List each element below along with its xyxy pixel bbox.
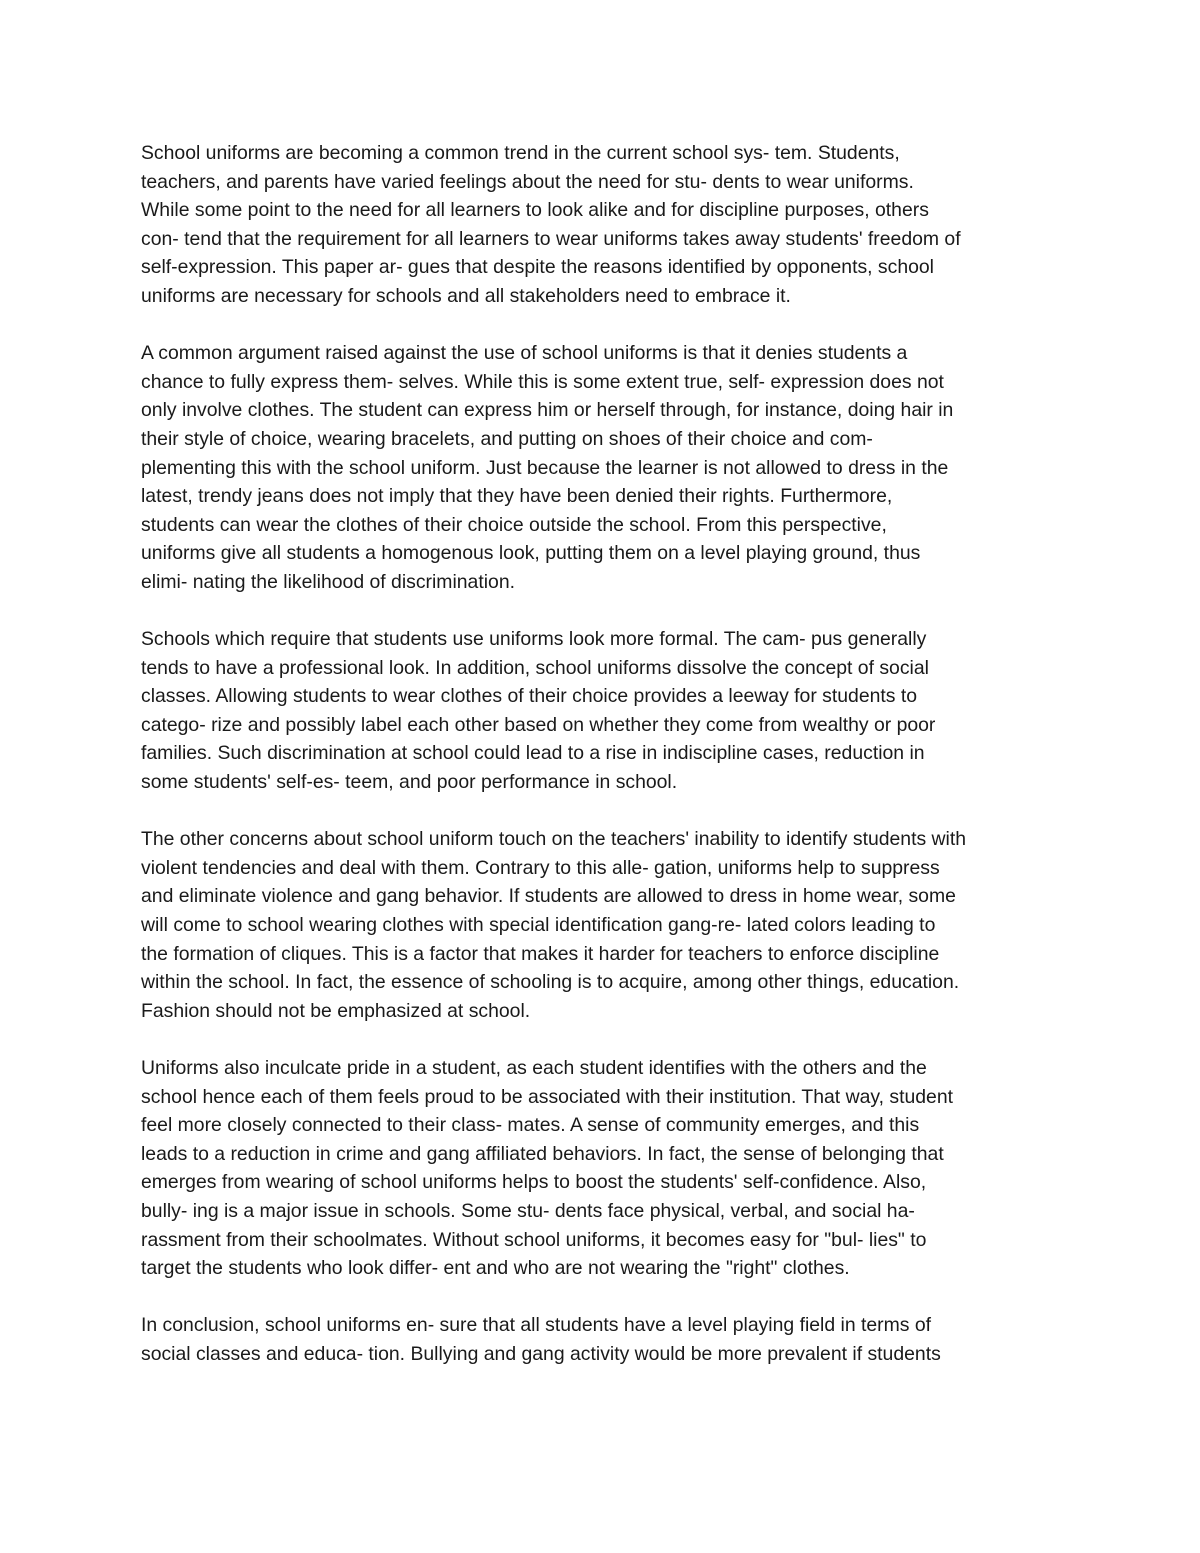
text-line: A common argument raised against the use of school uniforms is that it denies students a xyxy=(141,342,908,365)
text-line: Fashion should not be emphasized at school. xyxy=(141,999,531,1022)
paragraph-introduction xyxy=(141,139,1076,311)
text-line: con- tend that the requirement for all learners to wear uniforms takes away students' freedom of xyxy=(141,227,961,250)
paragraph-violence xyxy=(141,825,1076,1025)
text-line: only involve clothes. The student can express him or herself through, for instance, doing hair in xyxy=(141,399,954,422)
text-line: In conclusion, school uniforms en- sure that all students have a level playing field in terms of xyxy=(141,1314,932,1337)
paragraph-formal-look xyxy=(141,625,1076,797)
text-line: within the school. In fact, the essence of schooling is to acquire, among other things, education. xyxy=(141,971,960,994)
paragraph-pride xyxy=(141,1054,1076,1283)
text-line: teachers, and parents have varied feelings about the need for stu- dents to wear uniforms. xyxy=(141,170,914,193)
text-line: The other concerns about school uniform touch on the teachers' inability to identify students with xyxy=(141,828,967,851)
text-line: bully- ing is a major issue in schools. Some stu- dents face physical, verbal, and social ha- xyxy=(141,1199,915,1222)
text-line: violent tendencies and deal with them. Contrary to this alle- gation, uniforms help to suppress xyxy=(141,856,940,879)
text-line: uniforms give all students a homogenous look, putting them on a level playing ground, thus xyxy=(141,542,921,565)
text-line: School uniforms are becoming a common trend in the current school sys- tem. Students, xyxy=(141,142,900,164)
body-text xyxy=(141,139,1076,1397)
text-line: classes. Allowing students to wear clothes of their choice provides a leeway for students to xyxy=(141,685,918,708)
text-line: uniforms are necessary for schools and all stakeholders need to embrace it. xyxy=(141,284,791,307)
text-line: catego- rize and possibly label each other based on whether they come from wealthy or poor xyxy=(141,713,936,736)
text-line: school hence each of them feels proud to be associated with their institution. That way, student xyxy=(141,1085,954,1108)
text-line: will come to school wearing clothes with special identification gang-re- lated colors leading to xyxy=(141,914,936,937)
text-line: the formation of cliques. This is a factor that makes it harder for teachers to enforce discipline xyxy=(141,942,940,965)
text-line: tends to have a professional look. In addition, school uniforms dissolve the concept of social xyxy=(141,656,929,679)
text-line: Schools which require that students use uniforms look more formal. The cam- pus generally xyxy=(141,628,927,651)
text-line: chance to fully express them- selves. While this is some extent true, self- expression does not xyxy=(141,370,944,393)
text-line: emerges from wearing of school uniforms helps to boost the students' self-confidence. Also, xyxy=(141,1171,927,1194)
text-line: their style of choice, wearing bracelets, and putting on shoes of their choice and com- xyxy=(141,427,873,450)
text-line: While some point to the need for all learners to look alike and for discipline purposes, others xyxy=(141,199,929,222)
text-line: and eliminate violence and gang behavior. If students are allowed to dress in home wear, some xyxy=(141,885,956,908)
text-line: families. Such discrimination at school could lead to a rise in indiscipline cases, reduction in xyxy=(141,742,925,765)
text-line: latest, trendy jeans does not imply that they have been denied their rights. Furthermore, xyxy=(141,485,893,508)
text-line: leads to a reduction in crime and gang affiliated behaviors. In fact, the sense of belonging that xyxy=(141,1142,944,1165)
text-line: social classes and educa- tion. Bullying and gang activity would be more prevalent if students xyxy=(141,1342,941,1365)
text-line: feel more closely connected to their class- mates. A sense of community emerges, and this xyxy=(141,1114,920,1137)
text-line: Uniforms also inculcate pride in a student, as each student identifies with the others and the xyxy=(141,1057,927,1079)
text-line: self-expression. This paper ar- gues that despite the reasons identified by opponents, school xyxy=(141,256,934,279)
text-line: target the students who look differ- ent and who are not wearing the "right" clothes. xyxy=(141,1257,850,1280)
text-line: some students' self-es- teem, and poor performance in school. xyxy=(141,771,678,794)
text-line: plementing this with the school uniform. Just because the learner is not allowed to dress in the xyxy=(141,456,949,479)
paragraph-self-expression xyxy=(141,339,1076,596)
paragraph-conclusion xyxy=(141,1311,1076,1368)
text-line: students can wear the clothes of their choice outside the school. From this perspective, xyxy=(141,513,887,536)
text-line: elimi- nating the likelihood of discrimination. xyxy=(141,570,515,593)
text-line: rassment from their schoolmates. Without school uniforms, it becomes easy for "bul- lies" to xyxy=(141,1228,927,1251)
